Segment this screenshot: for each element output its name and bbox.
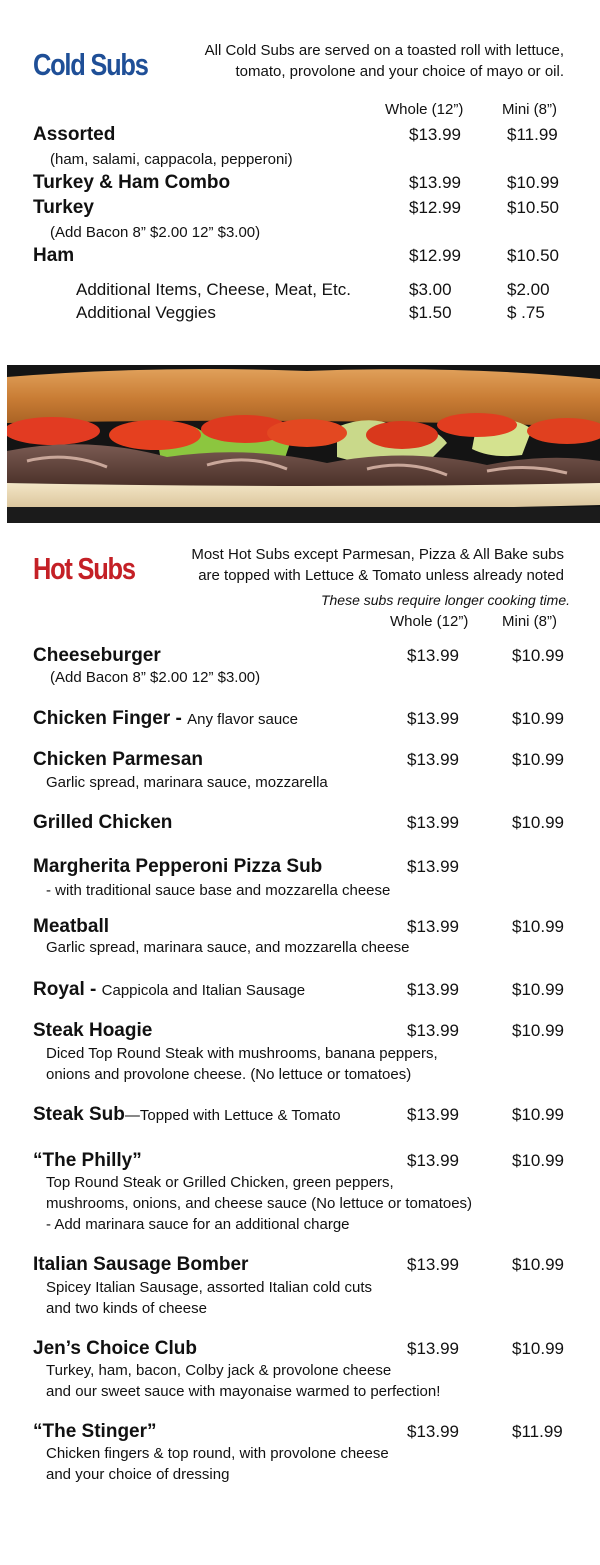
cold-note-line: tomato, provolone and your choice of mayo or oil. — [235, 63, 564, 80]
price-whole: $13.99 — [407, 750, 459, 769]
item-name-text: Chicken Finger — [33, 708, 171, 729]
menu-item-name: Margherita Pepperoni Pizza Sub — [33, 856, 323, 877]
price-whole: $13.99 — [407, 1105, 459, 1124]
extra-label: Additional Items, Cheese, Meat, Etc. — [76, 280, 351, 299]
sub-sandwich-photo — [7, 365, 600, 523]
menu-item-name — [33, 708, 298, 730]
menu-item-desc: - with traditional sauce base and mozzarella cheese — [46, 882, 391, 899]
menu-item-desc: (Add Bacon 8” $2.00 12” $3.00) — [50, 224, 261, 241]
item-separator: - — [84, 979, 102, 1000]
price-mini: $10.50 — [507, 198, 559, 217]
price-mini: $ .75 — [507, 303, 545, 322]
menu-item-desc: mushrooms, onions, and cheese sauce (No lettuce or tomatoes) — [46, 1195, 473, 1212]
menu-item-name: Cheeseburger — [33, 645, 161, 666]
menu-item-desc: and two kinds of cheese — [46, 1300, 207, 1317]
menu-item-name: Assorted — [33, 124, 116, 145]
menu-item-desc: (Add Bacon 8” $2.00 12” $3.00) — [50, 669, 261, 686]
price-whole: $13.99 — [407, 813, 459, 832]
menu-item-desc: and our sweet sauce with mayonaise warmed to perfection! — [46, 1383, 441, 1400]
price-whole: $13.99 — [407, 646, 459, 665]
menu-item-name — [33, 979, 305, 1001]
menu-item-name: Jen’s Choice Club — [33, 1338, 197, 1359]
item-inline-desc: Cappicola and Italian Sausage — [101, 982, 306, 999]
menu-item-desc: Chicken fingers & top round, with provolone cheese — [46, 1445, 389, 1462]
item-inline-desc: Topped with Lettuce & Tomato — [139, 1107, 341, 1124]
price-mini: $10.99 — [512, 1151, 564, 1170]
price-mini: $10.99 — [512, 980, 564, 999]
price-whole: $13.99 — [407, 1255, 459, 1274]
price-whole: $12.99 — [409, 246, 461, 265]
menu-item-desc: Garlic spread, marinara sauce, mozzarella — [46, 774, 328, 791]
menu-item-name — [33, 1104, 341, 1126]
item-separator: - — [170, 708, 188, 729]
menu-item-desc: Diced Top Round Steak with mushrooms, banana peppers, — [46, 1045, 438, 1062]
menu-item-desc: onions and provolone cheese. (No lettuce or tomatoes) — [46, 1066, 412, 1083]
hot-subs-title: Hot Subs — [33, 551, 135, 586]
price-whole: $13.99 — [407, 917, 459, 936]
menu-item-name: Grilled Chicken — [33, 812, 173, 833]
cold-subs-note — [205, 40, 564, 82]
item-name-text: Steak Sub — [33, 1104, 125, 1125]
menu-item-name: “The Stinger” — [33, 1421, 157, 1442]
price-mini: $10.99 — [507, 173, 559, 192]
price-mini: $11.99 — [507, 125, 558, 144]
price-mini: $10.99 — [512, 1105, 564, 1124]
hot-note-line: are topped with Lettuce & Tomato unless already noted — [198, 567, 564, 584]
menu-item-name: Steak Hoagie — [33, 1020, 153, 1041]
hot-subs-cooking-note: These subs require longer cooking time. — [320, 592, 570, 608]
menu-item-desc: Garlic spread, marinara sauce, and mozzarella cheese — [46, 939, 410, 956]
price-mini: $10.99 — [512, 646, 564, 665]
price-whole: $13.99 — [407, 1021, 459, 1040]
price-mini: $2.00 — [507, 280, 550, 299]
cold-col-mini: Mini (8”) — [502, 101, 557, 118]
price-mini: $10.50 — [507, 246, 559, 265]
menu-item-name: Turkey — [33, 197, 94, 218]
item-inline-desc: Any flavor sauce — [187, 711, 299, 728]
menu-item-desc: - Add marinara sauce for an additional charge — [46, 1216, 350, 1233]
cold-note-line: All Cold Subs are served on a toasted roll with lettuce, — [204, 42, 564, 59]
menu-item-desc: (ham, salami, cappacola, pepperoni) — [50, 151, 293, 168]
price-whole: $12.99 — [409, 198, 461, 217]
price-whole: $13.99 — [407, 1151, 459, 1170]
menu-item-name: Chicken Parmesan — [33, 749, 204, 770]
menu-item-desc: and your choice of dressing — [46, 1466, 230, 1483]
item-separator: — — [124, 1107, 140, 1124]
cold-col-whole: Whole (12”) — [385, 101, 464, 118]
hot-col-mini: Mini (8”) — [502, 613, 557, 630]
item-name-text: Royal — [33, 979, 85, 1000]
price-whole: $13.99 — [407, 1422, 459, 1441]
cold-subs-title: Cold Subs — [33, 47, 148, 82]
menu-item-name: Turkey & Ham Combo — [33, 172, 231, 193]
menu-item-name: Ham — [33, 245, 75, 266]
price-whole: $1.50 — [409, 303, 452, 322]
price-whole: $13.99 — [407, 857, 459, 876]
menu-item-name: Italian Sausage Bomber — [33, 1254, 249, 1275]
menu-item-desc: Spicey Italian Sausage, assorted Italian cold cuts — [46, 1279, 373, 1296]
menu-item-desc: Turkey, ham, bacon, Colby jack & provolone cheese — [46, 1362, 392, 1379]
price-mini: $10.99 — [512, 813, 564, 832]
price-mini: $11.99 — [512, 1422, 563, 1441]
price-mini: $10.99 — [512, 709, 564, 728]
price-whole: $13.99 — [407, 709, 459, 728]
menu-item-name: Meatball — [33, 916, 110, 937]
hot-note-line: Most Hot Subs except Parmesan, Pizza & All Bake subs — [191, 546, 564, 563]
menu-item-desc: Top Round Steak or Grilled Chicken, green peppers, — [46, 1174, 394, 1191]
price-whole: $13.99 — [407, 1339, 459, 1358]
price-whole: $13.99 — [409, 173, 461, 192]
hot-subs-note — [191, 544, 564, 586]
price-whole: $13.99 — [407, 980, 459, 999]
menu-item-name: “The Philly” — [33, 1150, 142, 1171]
price-mini: $10.99 — [512, 1339, 564, 1358]
hot-col-whole: Whole (12”) — [390, 613, 469, 630]
price-whole: $13.99 — [409, 125, 461, 144]
price-mini: $10.99 — [512, 1021, 564, 1040]
price-whole: $3.00 — [409, 280, 452, 299]
price-mini: $10.99 — [512, 1255, 564, 1274]
price-mini: $10.99 — [512, 917, 564, 936]
extra-label: Additional Veggies — [76, 303, 216, 322]
price-mini: $10.99 — [512, 750, 564, 769]
